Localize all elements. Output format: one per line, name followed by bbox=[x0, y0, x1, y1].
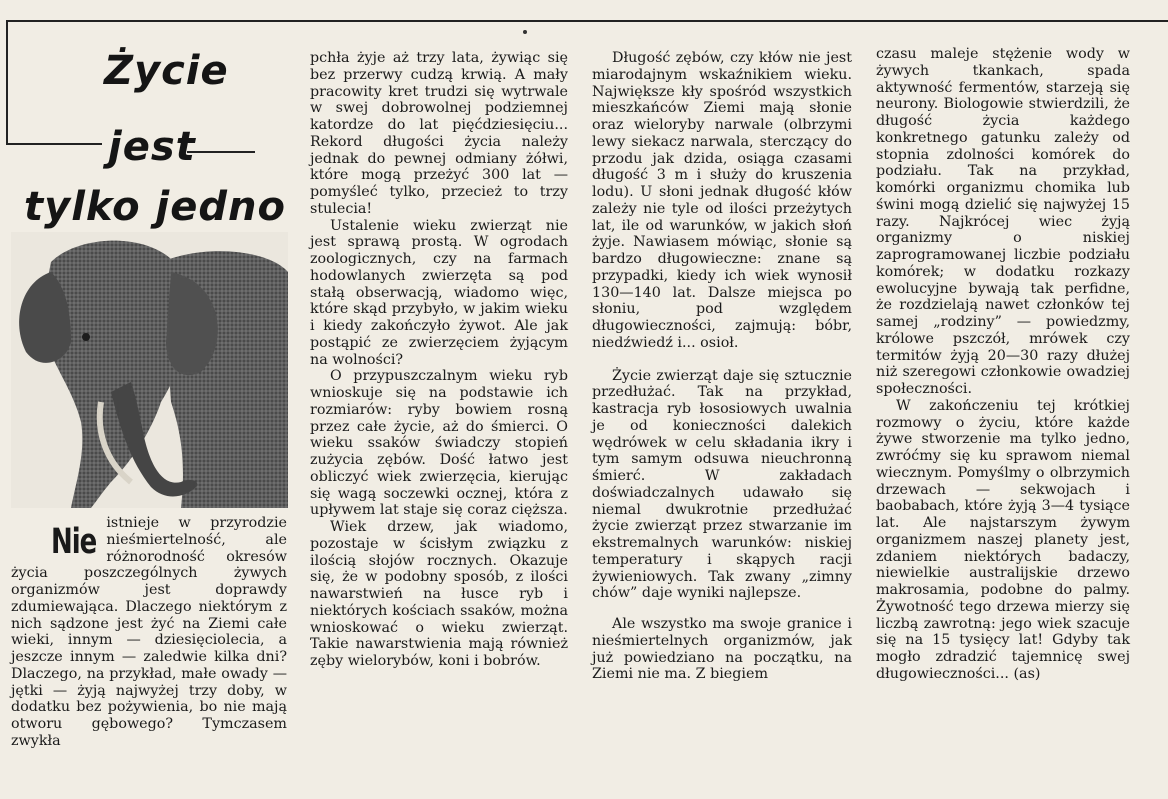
paragraph: Długość zębów, czy kłów nie jest miarodajnym wskaźnikiem wieku. Największe kły spośród wszystkich mieszkańców Ziemi mają słonie oraz wieloryby narwale (olbrzymi lewy siekacz narwala, sterczący do przodu jak dzida, osiąga czasami długość 3 m i służy do kruszenia lodu). U słoni jednak długość kłów zależy nie tyle od ilości przeżytych lat, ile od warunków, w jakich słoń żyje. Nawiasem mówiąc, słonie są bardzo długowieczne: znane są przypadki, kiedy ich wiek wynosił 130—140 lat. Dalsze miejsca po słoniu, pod względem długowieczności, zajmują: bóbr, niedźwiedź i... osioł. bbox=[592, 50, 852, 351]
paragraph: pchła żyje aż trzy lata, żywiąc się bez przerwy cudzą krwią. A mały pracowity kret trudzi się wytrwale w swej dobrowolnej podziemnej katordze do lat pięćdziesięciu... Rekord długości życia należy jednak do pewnej odmiany żółwi, które mogą przeżyć 300 lat — pomyśleć tylko, przecież to trzy stulecia! bbox=[310, 50, 568, 217]
paragraph: Wiek drzew, jak wiadomo, pozostaje w ścisłym związku z ilością słojów rocznych. Okazuje się, że w podobny sposób, z ilości nawarstwień na łusce ryb i niektórych kościach ssaków, można wnioskować o wieku zwierząt. Takie nawarstwienia mają również zęby wielorybów, koni i bobrów. bbox=[310, 519, 568, 669]
frame-left-rule bbox=[6, 20, 8, 144]
paragraph: O przypuszczalnym wieku ryb wnioskuje się na podstawie ich rozmiarów: ryby bowiem rosną przez całe życie, aż do śmierci. O wieku ssaków świadczy stopień zużycia zębów. Dość łatwo jest obliczyć wiek zwierzęcia, kierując się wagą soczewki ocznej, która z upływem lat staje się coraz cięższa. bbox=[310, 368, 568, 519]
column-1 bbox=[11, 515, 287, 750]
frame-top-rule bbox=[6, 20, 1168, 22]
paragraph: Ale wszystko ma swoje granice i nieśmiertelnych organizmów, jak już powiedziano na początku, na Ziemi nie ma. Z biegiem bbox=[592, 616, 852, 683]
paragraph: Ustalenie wieku zwierząt nie jest sprawą prostą. W ogrodach zoologicznych, czy na farmach hodowlanych zwierzęta są pod stałą obserwacją, wiadomo więc, które skąd przybyło, w jakim wieku i kiedy zakończyło żywot. Ale jak postąpić ze zwierzęciem żyjącym na wolności? bbox=[310, 217, 568, 368]
title-line-3: tylko jedno bbox=[24, 184, 286, 230]
elephant-photo bbox=[11, 232, 288, 508]
title-line-2: jest bbox=[108, 124, 196, 170]
paragraph: Życie zwierząt daje się sztucznie przedłużać. Tak na przykład, kastracja ryb łososiowych uwalnia je od konieczności dalekich wędrówek w celu składania ikry i tym samym odsuwa nieuchronną śmierć. W zakładach doświadczalnych udawało się niemal dwukrotnie przedłużać życie zwierząt przez stwarzanie im ekstremalnych warunków: niskiej temperatury i skąpych racji żywieniowych. Tak zwany „zimny chów” daje wyniki najlepsze. bbox=[592, 367, 852, 602]
column-4 bbox=[876, 46, 1130, 683]
drop-cap: Nie bbox=[51, 521, 97, 563]
column-3 bbox=[592, 50, 852, 683]
print-dot bbox=[523, 30, 527, 34]
title-right-rule bbox=[187, 151, 255, 153]
title-left-rule bbox=[6, 143, 102, 145]
column-2 bbox=[310, 50, 568, 670]
lead-paragraph bbox=[11, 515, 287, 750]
paragraph: W zakończeniu tej krótkiej rozmowy o życiu, które każde żywe stworzenie ma tylko jedno, zwróćmy się ku sprawom niemal wiecznym. Pomyślmy o olbrzymich drzewach — sekwojach i baobabach, które żyją 3—4 tysiące lat. Ale najstarszym żywym organizmem naszej planety jest, zdaniem niektórych badaczy, niewielkie australijskie drzewo makrosamia, podobne do palmy. Żywotność tego drzewa mierzy się liczbą zawrotną: jego wiek szacuje się na 15 tysięcy lat! Gdyby tak mogło zdradzić tajemnicę swej długowieczności... (as) bbox=[876, 397, 1130, 682]
title-line-1: Życie bbox=[104, 48, 229, 94]
elephant-icon bbox=[11, 232, 288, 508]
lead-text: istnieje w przyrodzie nieśmiertelność, ale różnorodność okresów życia poszczególnych żywych organizmów jest doprawdy zdumiewająca. Dlaczego niektórym z nich sądzone jest żyć na Ziemi całe wieki, innym — dziesięciolecia, a jeszcze innym — zaledwie kilka dni? Dlaczego, na przykład, małe owady — jętki — żyją najwyżej trzy doby, w dodatku bez pożywienia, bo nie mają otworu gębowego? Tymczasem zwykła bbox=[11, 515, 287, 749]
paragraph: czasu maleje stężenie wody w żywych tkankach, spada aktywność fermentów, starzeją się neurony. Biologowie stwierdzili, że długość życia każdego konkretnego gatunku zależy od stopnia zdolności komórek do podziału. Tak na przykład, komórki organizmu chomika lub świni mogą dzielić się najwyżej 15 razy. Najkrócej wiec żyją organizmy o niskiej zaprogramowanej liczbie podziału komórek; w dodatku rozkazy ewolucyjne bywają tak perfidne, że rozdzielają nawet członków tej samej „rodziny” — powiedzmy, królowe pszczół, mrówek czy termitów żyją 20—30 razy dłużej niż szeregowi członkowie owadziej społeczności. bbox=[876, 46, 1130, 397]
